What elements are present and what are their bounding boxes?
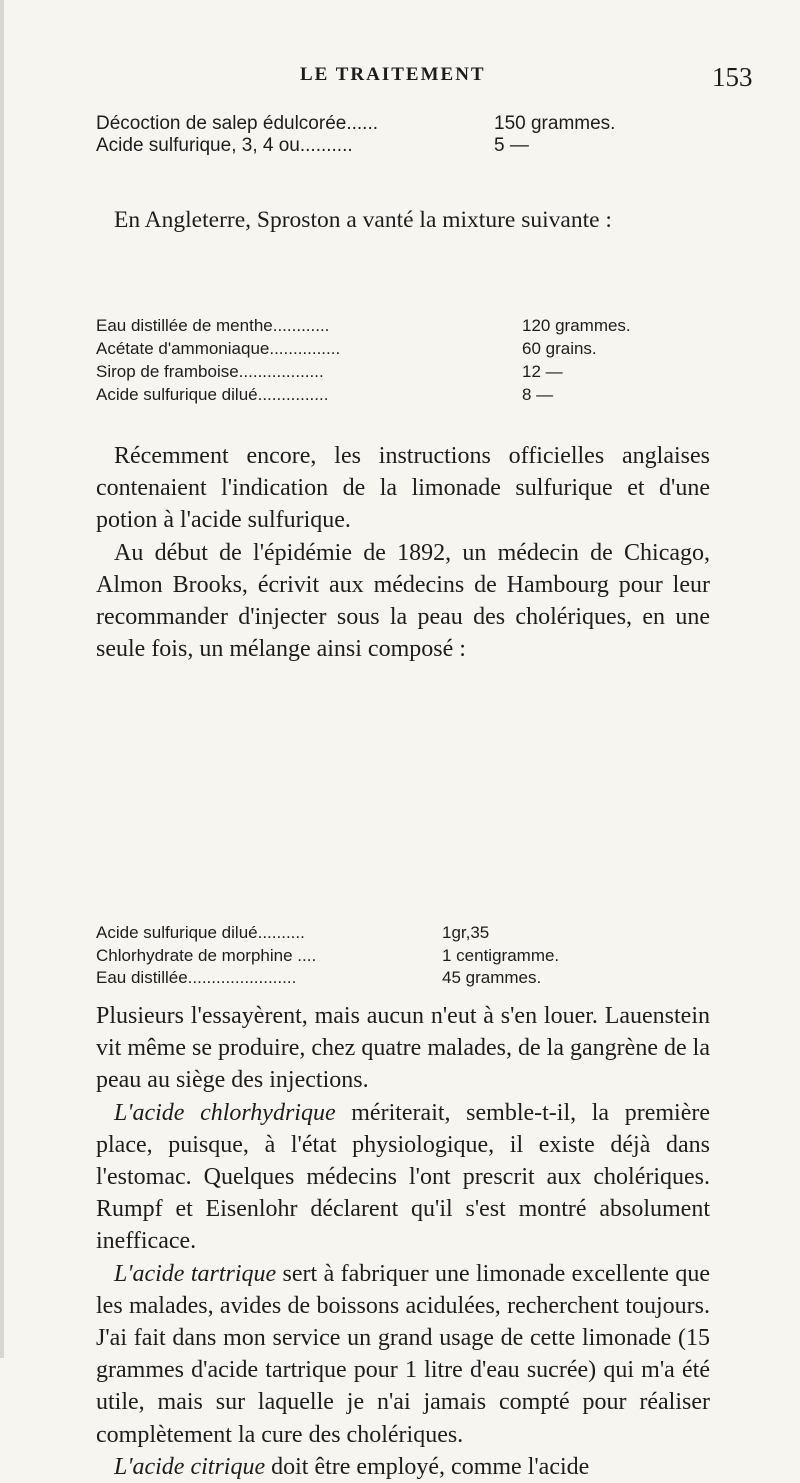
ingredient-quantity: 12 — (522, 362, 563, 381)
page-number: 153 (712, 62, 753, 92)
paragraph (96, 1097, 710, 1258)
running-head (0, 52, 800, 92)
ingredient-quantity: 5 — (494, 135, 529, 156)
ingredient-name: Eau distillée....................... (96, 968, 297, 987)
term-citric-acid: L'acide citrique (114, 1453, 266, 1480)
ingredient-quantity: 60 grains. (522, 339, 597, 358)
paragraph-acids (96, 1000, 710, 1483)
ingredient-quantity: 120 grammes. (522, 316, 631, 335)
paragraph-brooks (96, 440, 710, 665)
ingredient-name: Eau distillée de menthe............ (96, 316, 330, 335)
ingredient-quantity: 45 grammes. (442, 968, 542, 987)
paragraph-text: doit être employé, comme l'acide (265, 1453, 590, 1480)
paragraph (96, 1000, 710, 1097)
term-tartaric-acid: L'acide tartrique (114, 1260, 277, 1287)
ingredient-name: Acétate d'ammoniaque............... (96, 339, 341, 358)
paragraph-text: Au début de l'épidémie de 1892, un médecin de Chicago, Almon Brooks, écrivit aux médecins de Hambourg pour leur recommander d'injecter sous la peau des cholériques, en une seule fois, un mélange ainsi composé : (96, 539, 710, 663)
paragraph (96, 537, 710, 666)
running-title: LE TRAITEMENT (300, 64, 486, 85)
paragraph (96, 1451, 710, 1483)
paragraph-sproston (96, 205, 710, 235)
page-edge (0, 0, 4, 1358)
ingredient-name: Acide sulfurique dilué.......... (96, 923, 305, 942)
ingredient-quantity: 1gr,35 (442, 923, 490, 942)
ingredient-quantity: 8 — (522, 385, 554, 404)
ingredient-name: Acide sulfurique, 3, 4 ou.......... (96, 135, 353, 156)
ingredient-name: Sirop de framboise.................. (96, 362, 324, 381)
paragraph-text: mériterait, semble-t-il, la première place, puisque, à l'état physiologique, il existe déjà dans l'estomac. Quelques médecins l'ont prescrit aux cholériques. Rumpf et Eisenlohr déclarent qu'il s'est montré absolument inefficace. (96, 1099, 710, 1255)
paragraph-text: En Angleterre, Sproston a vanté la mixture suivante : (114, 207, 612, 233)
ingredient-name: Acide sulfurique dilué............... (96, 385, 329, 404)
paragraph-text: Récemment encore, les instructions officielles anglaises contenaient l'indication de la limonade sulfurique et d'une potion à l'acide sulfurique. (96, 443, 710, 534)
ingredient-quantity: 1 centigramme. (442, 945, 560, 965)
ingredient-name: Décoction de salep édulcorée...... (96, 113, 379, 134)
ingredient-name: Chlorhydrate de morphine .... (96, 945, 317, 965)
paragraph (96, 440, 710, 537)
paragraph-text: Plusieurs l'essayèrent, mais aucun n'eut à s'en louer. Lauenstein vit même se produire, chez quatre malades, de la gangrène de la peau au siège des injections. (96, 1003, 710, 1094)
paragraph (96, 1258, 710, 1451)
ingredient-quantity: 150 grammes. (494, 113, 616, 134)
term-hydrochloric-acid: L'acide chlorhydrique (114, 1099, 336, 1126)
paragraph-text: sert à fabriquer une limonade excellente que les malades, avides de boissons acidulées, recherchent toujours. J'ai fait dans mon service un grand usage de cette limonade (15 grammes d'acide tartrique pour 1 litre d'eau sucrée) qui m'a été utile, mais sur laquelle je n'ai jamais compté pour réaliser complètement la cure des cholériques. (96, 1260, 710, 1448)
